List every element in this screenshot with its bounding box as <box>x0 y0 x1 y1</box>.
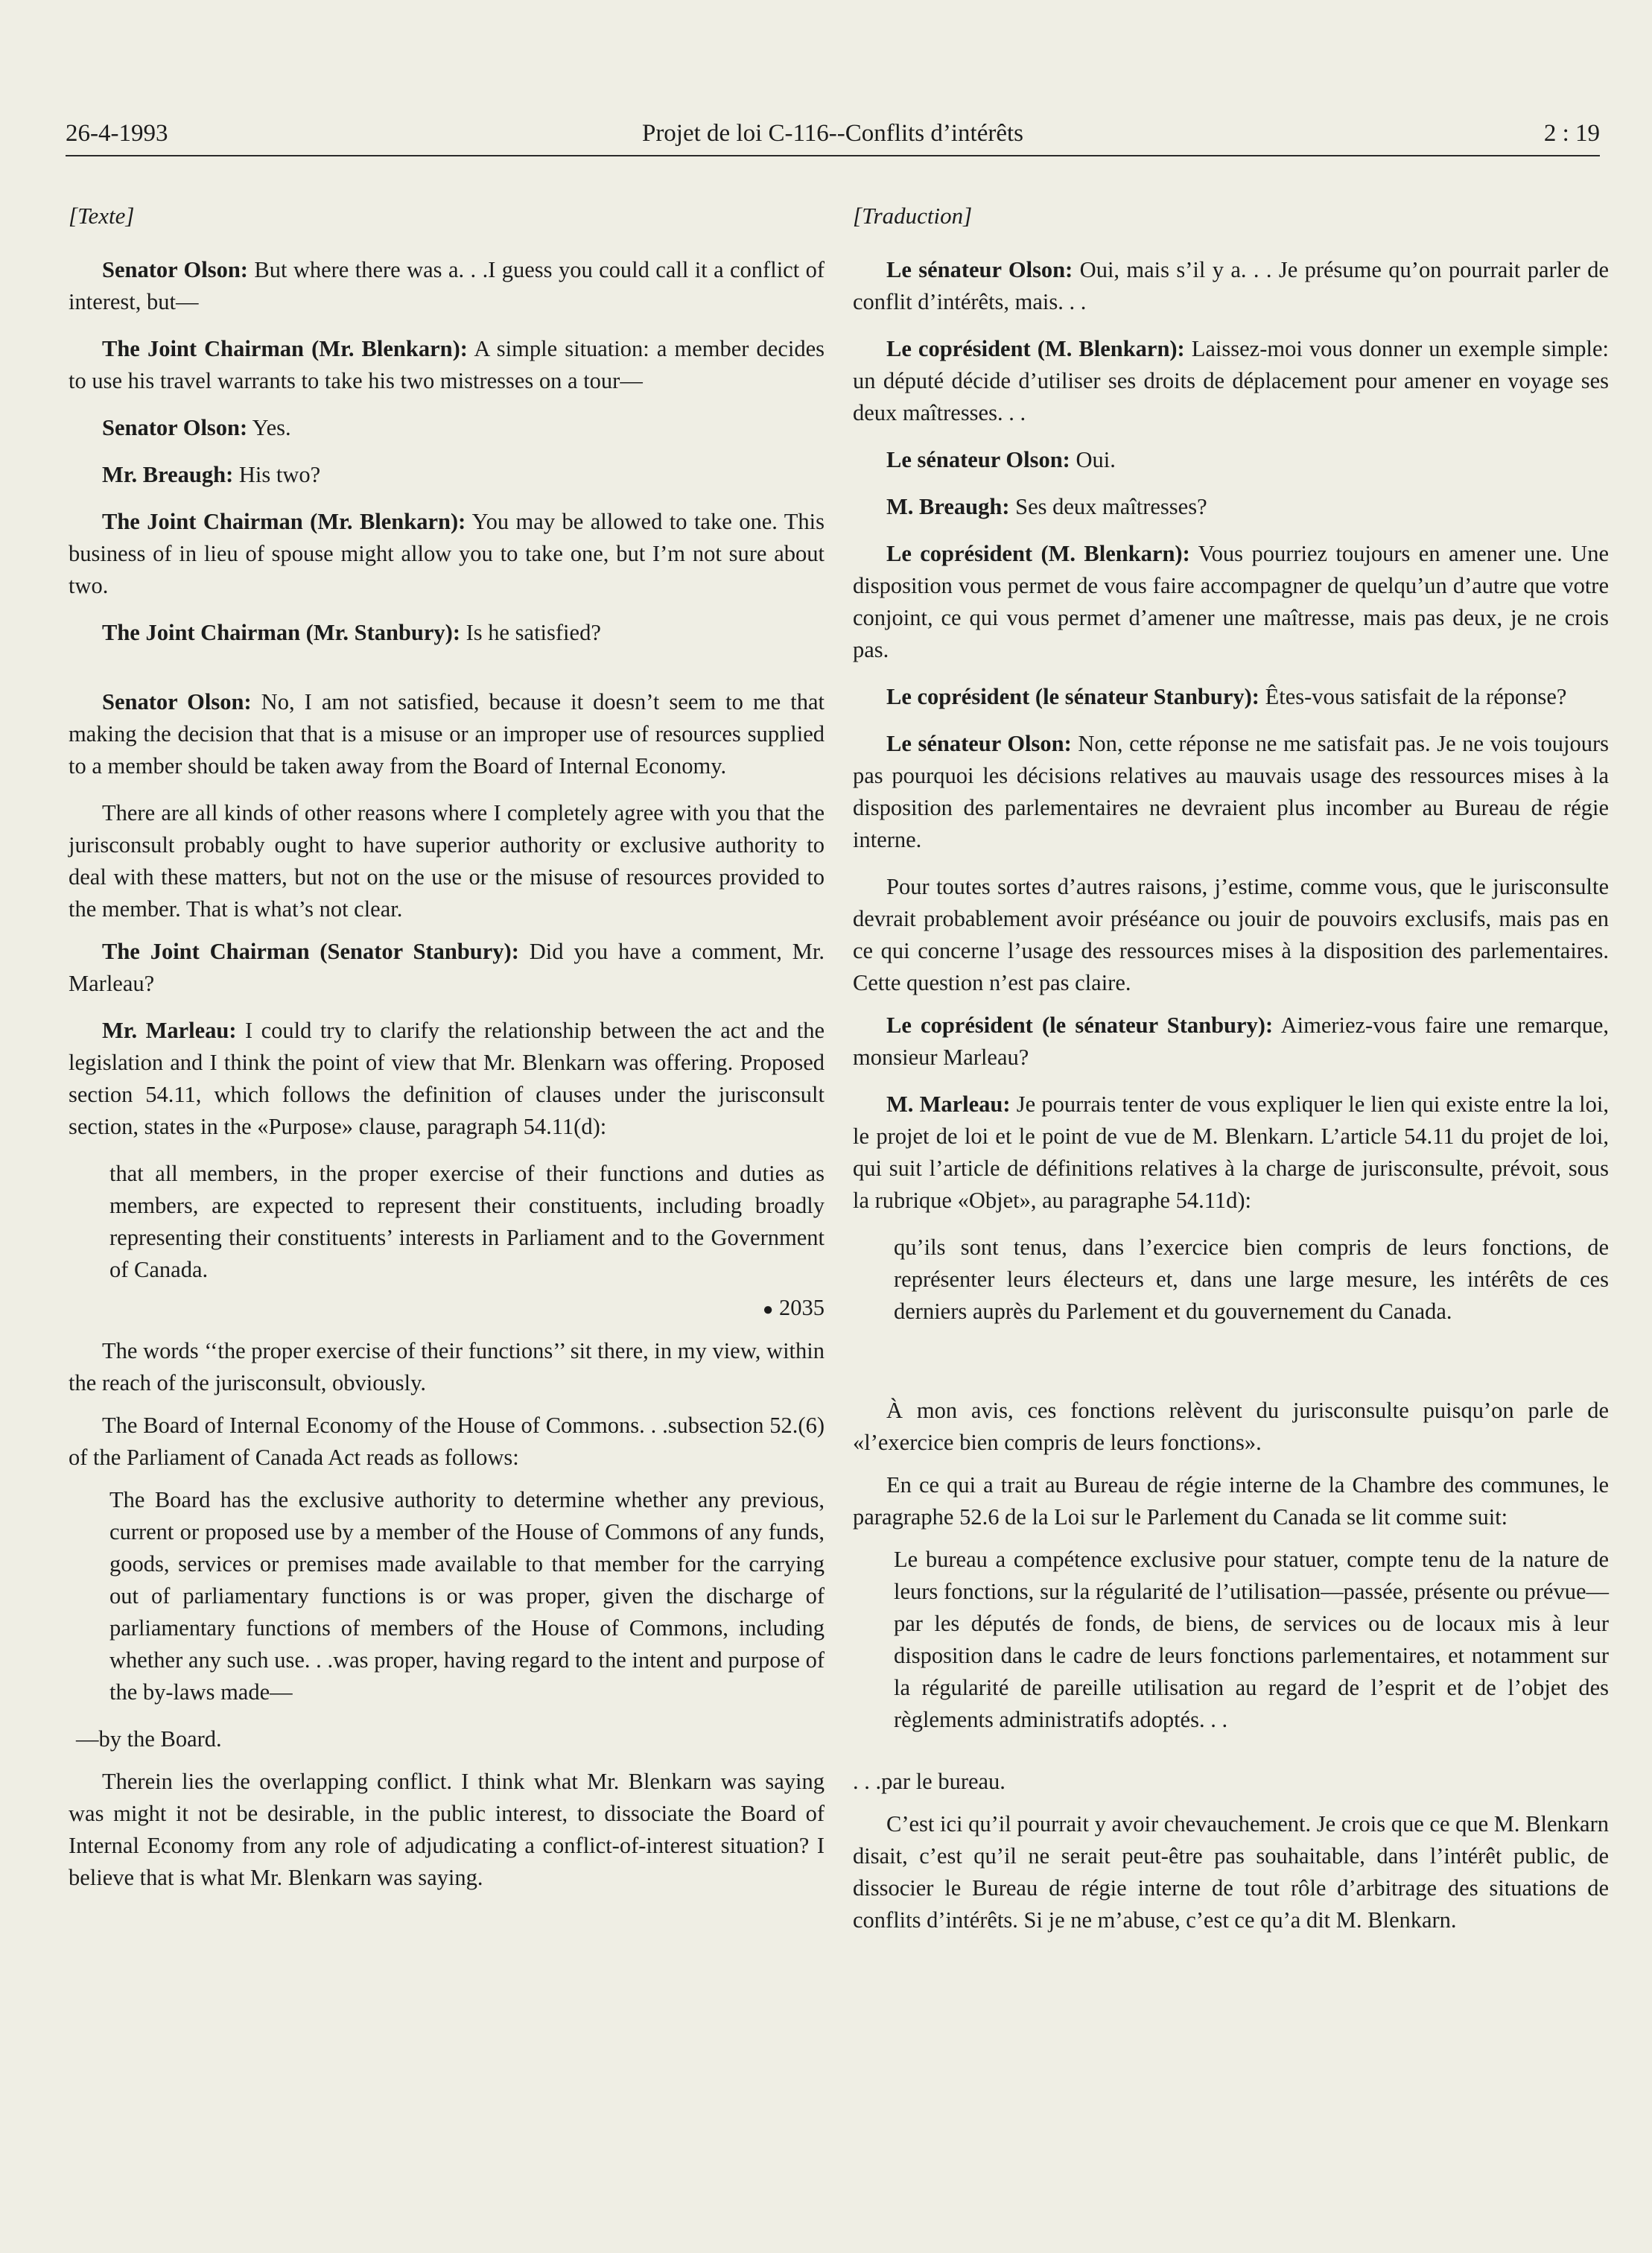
speech-text: Laissez-moi vous donner un exemple simple: un député décide d’utiliser ses droits de déplacement pour amener en voyage ses deux maîtresses. . . <box>853 336 1609 425</box>
spacer <box>69 664 825 686</box>
speech-text: I could try to clarify the relationship between the act and the legislation and I think the point of view that Mr. Blenkarn was offering. Proposed section 54.11, which follows the definition of clauses under the jurisconsult section, states in the «Purpose» clause, paragraph 54.11(d): <box>69 1018 825 1139</box>
speech-text: You may be allowed to take one. This business of in lieu of spouse might allow you to take one, but I’m not sure about two. <box>69 509 825 598</box>
speaker-name: The Joint Chairman (Mr. Blenkarn): <box>102 336 468 361</box>
speech-paragraph <box>853 538 1609 666</box>
speaker-name: Le sénateur Olson: <box>886 257 1073 282</box>
header-title: Projet de loi C-116--Conflits d’intérêts <box>641 120 1024 147</box>
speech-paragraph <box>69 506 825 602</box>
time-marker-value: 2035 <box>779 1295 825 1320</box>
block-quote: The Board has the exclusive authority to determine whether any previous, current or proposed use by a member of the House of Commons of any funds, goods, services or premises made available to that member for the carrying out of parliamentary functions is or was proper, given the discharge of parliamentary functions of members of the House of Commons, including whether any such use. . .was proper, having regard to the intent and purpose of the by-laws made— <box>109 1487 825 1705</box>
spacer <box>853 1372 1609 1395</box>
speaker-name: Le coprésident (M. Blenkarn): <box>886 336 1185 361</box>
text-paragraph: Therein lies the overlapping conflict. I think what Mr. Blenkarn was saying was might it not be desirable, in the public interest, to dissociate the Board of Internal Economy from any role of adjudicating a conflict-of-interest situation? I believe that is what Mr. Blenkarn was saying. <box>69 1769 825 1890</box>
speech-text: Yes. <box>247 415 291 440</box>
speaker-name: Senator Olson: <box>102 257 248 282</box>
header-date: 26-4-1993 <box>66 120 168 147</box>
speech-text: Vous pourriez toujours en amener une. Une disposition vous permet de vous faire accompagner de quelqu’un d’autre que votre conjoint, ce qui vous permet d’amener une maîtresse, mais pas deux, je ne crois pas. <box>853 541 1609 662</box>
french-column <box>853 200 1609 1947</box>
speech-paragraph <box>853 681 1609 713</box>
speaker-name: Le sénateur Olson: <box>886 731 1072 756</box>
speech-paragraph <box>69 333 825 397</box>
time-marker <box>69 1292 825 1326</box>
section-tag: [Traduction] <box>853 203 973 229</box>
speech-text: Is he satisfied? <box>460 620 601 645</box>
text-paragraph: There are all kinds of other reasons where I completely agree with you that the jurisconsult probably ought to have superior authority or exclusive authority to deal with these matters, but not on the use or the misuse of resources provided to the member. That is what’s not clear. <box>69 800 825 922</box>
speech-text: Êtes-vous satisfait de la réponse? <box>1259 684 1567 709</box>
speech-text: Oui. <box>1070 447 1116 472</box>
speech-paragraph <box>69 686 825 782</box>
block-quote: Le bureau a compétence exclusive pour statuer, compte tenu de la nature de leurs fonctions, sur la régularité de l’utilisation—passée, présente ou prévue—par les députés de fonds, de biens, de services ou de locaux mis à leur disposition dans le cadre de leurs fonctions parlementaires, et notamment sur la régularité de pareille utilisation au regard de l’esprit et de l’objet des règlements administratifs adoptés. . . <box>894 1547 1609 1732</box>
speaker-name: Le coprésident (le sénateur Stanbury): <box>886 1013 1274 1038</box>
text-paragraph: À mon avis, ces fonctions relèvent du jurisconsulte puisqu’on parle de «l’exercice bien compris de leurs fonctions». <box>853 1398 1609 1455</box>
speaker-name: Le sénateur Olson: <box>886 447 1070 472</box>
speech-text: A simple situation: a member decides to use his travel warrants to take his two mistresses on a tour— <box>69 336 825 393</box>
speech-text: Did you have a comment, Mr. Marleau? <box>69 939 825 996</box>
speech-paragraph <box>853 1089 1609 1217</box>
speaker-name: M. Breaugh: <box>886 494 1010 519</box>
speech-text: But where there was a. . .I guess you could call it a conflict of interest, but— <box>69 257 825 314</box>
speech-paragraph <box>69 617 825 649</box>
text-paragraph: C’est ici qu’il pourrait y avoir chevauchement. Je crois que ce que M. Blenkarn disait, c’est qu’il ne serait peut-être pas souhaitable, dans l’intérêt public, de dissocier le Bureau de régie interne de tout rôle d’arbitrage des situations de conflits d’intérêts. Si je ne m’abuse, c’est ce qu’a dit M. Blenkarn. <box>853 1811 1609 1933</box>
speaker-name: The Joint Chairman (Mr. Stanbury): <box>102 620 460 645</box>
text-paragraph: En ce qui a trait au Bureau de régie interne de la Chambre des communes, le paragraphe 52.6 de la Loi sur le Parlement du Canada se lit comme suit: <box>853 1472 1609 1530</box>
speaker-name: Le coprésident (le sénateur Stanbury): <box>886 684 1259 709</box>
speech-text: Non, cette réponse ne me satisfait pas. Je ne vois toujours pas pourquoi les décisions relatives au mauvais usage des ressources mises à la disposition des parlementaires ne devraient plus incomber au Bureau de régie interne. <box>853 731 1609 852</box>
speaker-name: Senator Olson: <box>102 415 248 440</box>
speech-paragraph <box>853 728 1609 856</box>
speech-paragraph <box>69 459 825 491</box>
speech-text: His two? <box>233 462 321 487</box>
speech-paragraph <box>853 444 1609 476</box>
speaker-name: The Joint Chairman (Mr. Blenkarn): <box>102 509 466 534</box>
speech-text: Oui, mais s’il y a. . . Je présume qu’on pourrait parler de conflit d’intérêts, mais. . . <box>853 257 1609 314</box>
speech-paragraph <box>853 254 1609 318</box>
english-column <box>69 200 825 1904</box>
speech-text: Aimeriez-vous faire une remarque, monsieur Marleau? <box>853 1013 1609 1070</box>
spacer <box>853 1328 1609 1372</box>
speech-text: No, I am not satisfied, because it doesn’t seem to me that making the decision that that is a misuse or an improper use of resources supplied to a member should be taken away from the Board of Internal Economy. <box>69 689 825 779</box>
speech-paragraph <box>69 254 825 318</box>
text-paragraph: —by the Board. <box>76 1726 222 1752</box>
speaker-name: M. Marleau: <box>886 1091 1011 1117</box>
text-paragraph: The Board of Internal Economy of the House of Commons. . .subsection 52.(6) of the Parliament of Canada Act reads as follows: <box>69 1413 825 1470</box>
speaker-name: Le coprésident (M. Blenkarn): <box>886 541 1190 566</box>
speech-paragraph <box>69 1015 825 1143</box>
speaker-name: Mr. Breaugh: <box>102 462 234 487</box>
text-paragraph: . . .par le bureau. <box>853 1769 1006 1794</box>
speech-paragraph <box>853 491 1609 523</box>
speech-text: Je pourrais tenter de vous expliquer le lien qui existe entre la loi, le projet de loi et le point de vue de M. Blenkarn. L’article 54.11 du projet de loi, qui suit l’article de définitions relatives à la charge de jurisconsulte, prévoit, sous la rubrique «Objet», au paragraphe 54.11d): <box>853 1091 1609 1213</box>
speech-text: Ses deux maîtresses? <box>1009 494 1207 519</box>
speaker-name: The Joint Chairman (Senator Stanbury): <box>102 939 519 964</box>
bullet-icon: ● <box>762 1300 774 1319</box>
speech-paragraph <box>853 1010 1609 1074</box>
block-quote: that all members, in the proper exercise of their functions and duties as members, are expected to represent their constituents, including broadly representing their constituents’ interests in Parliament and to the Government of Canada. <box>109 1161 825 1282</box>
speech-paragraph <box>69 936 825 1000</box>
header-page-number: 2 : 19 <box>1543 120 1600 147</box>
speech-paragraph <box>853 333 1609 429</box>
section-tag: [Texte] <box>69 203 135 229</box>
block-quote: qu’ils sont tenus, dans l’exercice bien compris de leurs fonctions, de représenter leurs électeurs et, dans une large mesure, les intérêts de ces derniers auprès du Parlement et du gouvernement du Canada. <box>894 1235 1609 1324</box>
speech-paragraph <box>69 412 825 444</box>
text-paragraph: Pour toutes sortes d’autres raisons, j’estime, comme vous, que le jurisconsulte devrait probablement avoir préséance ou jouir de pouvoirs exclusifs, mais pas en ce qui concerne l’usage des ressources mises à la disposition des parlementaires. Cette question n’est pas claire. <box>853 874 1609 995</box>
speaker-name: Mr. Marleau: <box>102 1018 237 1043</box>
speaker-name: Senator Olson: <box>102 689 252 714</box>
text-paragraph: The words ‘‘the proper exercise of their functions’’ sit there, in my view, within the reach of the jurisconsult, obviously. <box>69 1338 825 1395</box>
page-header <box>66 103 1600 156</box>
